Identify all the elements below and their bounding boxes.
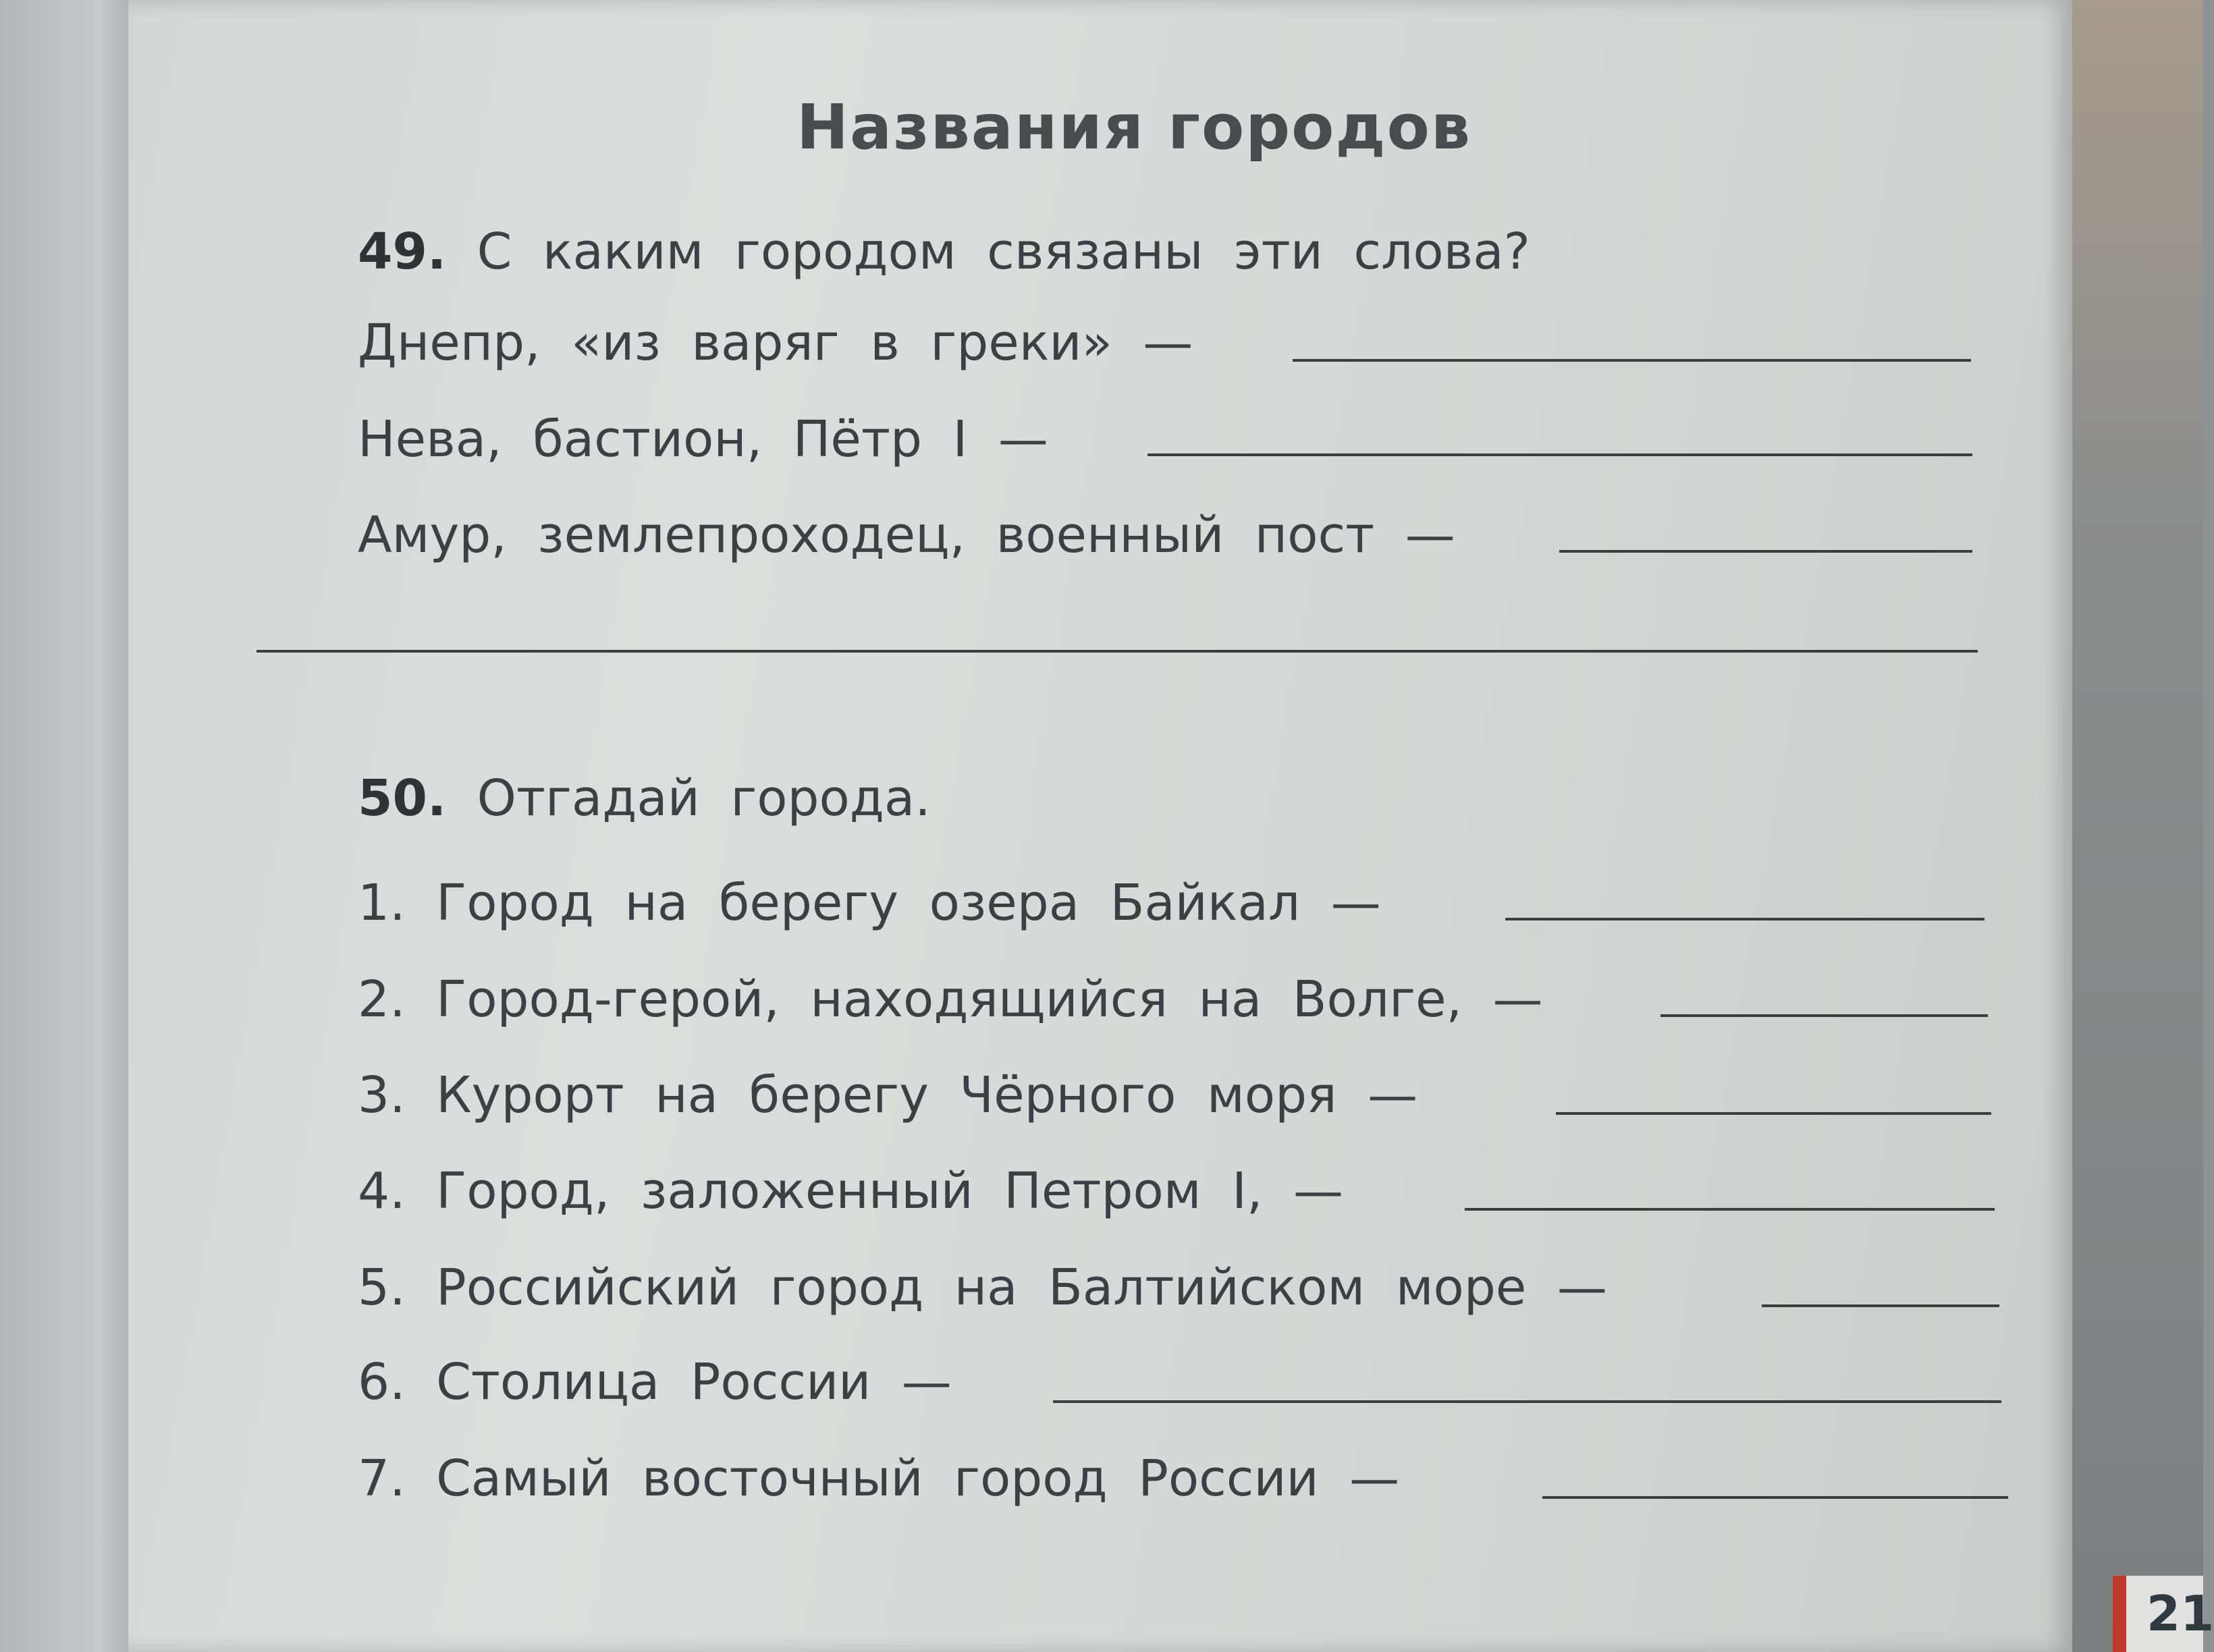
answer-line-50-2[interactable]: [1660, 1014, 1988, 1017]
answer-line-49-extra[interactable]: [256, 650, 1978, 653]
exercise-50-item-5: 5. Российский город на Балтийском море —: [358, 1259, 1607, 1317]
page-title: Названия городов: [796, 91, 1472, 163]
exercise-49-item-3: Амур, землепроходец, военный пост —: [358, 506, 1455, 564]
exercise-50-item-7: 7. Самый восточный город России —: [358, 1450, 1400, 1508]
answer-line-50-5[interactable]: [1762, 1304, 1999, 1307]
exercise-50-item-2: 2. Город-герой, находящийся на Волге, —: [358, 970, 1543, 1028]
answer-line-50-7[interactable]: [1542, 1496, 2008, 1499]
exercise-50-number: 50.: [358, 769, 447, 827]
page-number: 21: [2113, 1576, 2203, 1652]
exercise-50-item-4: 4. Город, заложенный Петром I, —: [358, 1162, 1343, 1220]
answer-line-49-2[interactable]: [1148, 453, 1972, 456]
exercise-50-item-1: 1. Город на берегу озера Байкал —: [358, 874, 1381, 932]
exercise-49-heading: [358, 223, 1530, 281]
exercise-49-question: С каким городом связаны эти слова?: [477, 223, 1530, 281]
exercise-50-item-6: 6. Столица России —: [358, 1353, 952, 1411]
answer-line-50-6[interactable]: [1053, 1400, 2001, 1403]
exercise-49-number: 49.: [358, 223, 447, 281]
previous-page-edge: [0, 0, 142, 1652]
exercise-50-question: Отгадай города.: [477, 769, 931, 827]
answer-line-50-3[interactable]: [1556, 1112, 1991, 1115]
answer-line-50-1[interactable]: [1505, 918, 1985, 920]
answer-line-49-1[interactable]: [1293, 359, 1971, 362]
exercise-49-item-2: Нева, бастион, Пётр I —: [358, 410, 1048, 468]
exercise-49-item-1: Днепр, «из варяг в греки» —: [358, 314, 1193, 372]
exercise-50-heading: [358, 769, 931, 827]
exercise-50-item-3: 3. Курорт на берегу Чёрного моря —: [358, 1066, 1418, 1124]
answer-line-50-4[interactable]: [1465, 1208, 1995, 1211]
answer-line-49-3[interactable]: [1559, 550, 1972, 553]
